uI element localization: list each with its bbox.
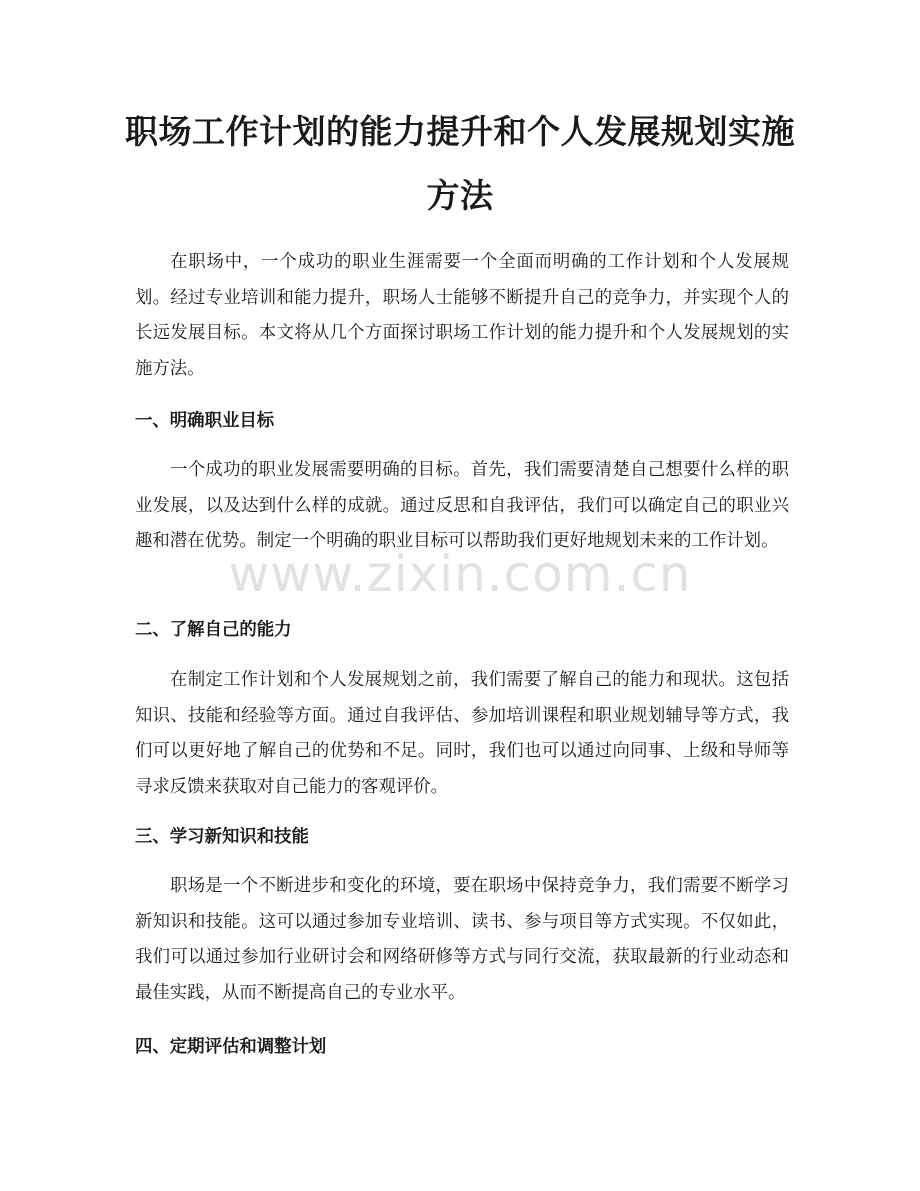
section-body-3: 职场是一个不断进步和变化的环境，要在职场中保持竞争力，我们需要不断学习新知识和技能。这可以通过参加专业培训、读书、参与项目等方式实现。不仅如此，我们可以通过参加行业研讨会和网络研修等方式与同行交流，获取最新的行业动态和最佳实践，从而不断提高自己的专业水平。	[135, 876, 789, 1003]
section-heading-4: 四、定期评估和调整计划	[135, 1037, 327, 1057]
document-title: 职场工作计划的能力提升和个人发展规划实施方法	[125, 112, 795, 215]
section-body-2: 在制定工作计划和个人发展规划之前，我们需要了解自己的能力和现状。这包括知识、技能和经验等方面。通过自我评估、参加培训课程和职业规划辅导等方式，我们可以更好地了解自己的优势和不足。同时，我们也可以通过向同事、上级和导师等寻求反馈来获取对自己能力的客观评价。	[135, 670, 789, 797]
intro-paragraph: 在职场中，一个成功的职业生涯需要一个全面而明确的工作计划和个人发展规划。经过专业培训和能力提升，职场人士能够不断提升自己的竞争力，并实现个人的长远发展目标。本文将从几个方面探讨职场工作计划的能力提升和个人发展规划的实施方法。	[135, 252, 789, 379]
section-heading-1: 一、明确职业目标	[135, 411, 275, 431]
watermark: www.zixin.com.cn	[228, 545, 692, 603]
section-heading-2: 二、了解自己的能力	[135, 620, 292, 640]
section-heading-3: 三、学习新知识和技能	[135, 827, 309, 847]
section-body-1: 一个成功的职业发展需要明确的目标。首先，我们需要清楚自己想要什么样的职业发展，以及达到什么样的成就。通过反思和自我评估，我们可以确定自己的职业兴趣和潜在优势。制定一个明确的职业目标可以帮助我们更好地规划未来的工作计划。	[135, 460, 789, 552]
